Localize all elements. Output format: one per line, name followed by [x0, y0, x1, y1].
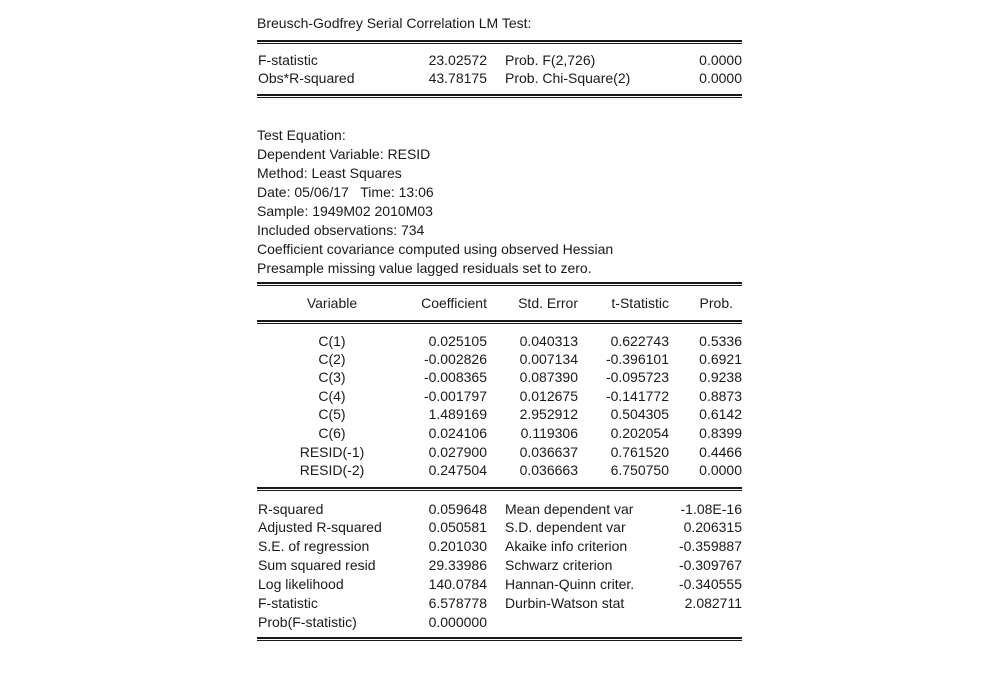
coefficient: -0.002826 [423, 351, 487, 367]
variable-name: C(6) [318, 425, 346, 441]
prob: 0.0000 [699, 462, 742, 478]
divider-double [257, 637, 742, 641]
stat-label: F-statistic [258, 595, 318, 611]
divider-double [257, 40, 742, 44]
coef-row [257, 368, 742, 387]
stat-label: Log likelihood [258, 576, 344, 592]
stat-label: Adjusted R-squared [258, 519, 382, 535]
coefficient: 0.247504 [428, 462, 487, 478]
std-error: 2.952912 [519, 406, 578, 422]
prob: 0.6921 [699, 351, 742, 367]
divider-double [257, 487, 742, 491]
stat-value: 6.578778 [428, 595, 487, 611]
divider-double [257, 320, 742, 324]
coefficient: 0.024106 [428, 425, 487, 441]
stat-value: 0.201030 [428, 538, 487, 554]
stat-label: Obs*R-squared [258, 70, 355, 86]
stat-label: S.E. of regression [258, 538, 370, 554]
stat-value: 140.0784 [428, 576, 487, 592]
summary-row [257, 500, 742, 519]
prob-label: Prob. F(2,726) [505, 52, 596, 68]
t-statistic: 0.622743 [610, 333, 669, 349]
prob: 0.4466 [699, 444, 742, 460]
variable-name: C(2) [318, 351, 346, 367]
coefficient: 0.025105 [428, 333, 487, 349]
std-error: 0.007134 [519, 351, 578, 367]
stat-value: 0.050581 [428, 519, 487, 535]
stat-label-right: Schwarz criterion [505, 557, 613, 573]
prob-value: 0.0000 [699, 70, 742, 86]
header-t-statistic: t-Statistic [611, 295, 669, 311]
coefficient: -0.008365 [423, 369, 487, 385]
variable-name: RESID(-1) [299, 444, 365, 460]
prob-value: 0.0000 [699, 52, 742, 68]
coef-row [257, 424, 742, 443]
covariance-note: Coefficient covariance computed using observed Hessian [257, 241, 614, 257]
divider-double [257, 94, 742, 98]
coef-row [257, 461, 742, 480]
stat-label: Prob(F-statistic) [258, 614, 357, 630]
coefficient: 0.027900 [428, 444, 487, 460]
stat-value-right: -0.340555 [678, 576, 742, 592]
stat-value: 29.33986 [428, 557, 487, 573]
header-std-error: Std. Error [518, 295, 578, 311]
stat-label: R-squared [258, 501, 324, 517]
stat-label-right: Durbin-Watson stat [505, 595, 625, 611]
summary-row [257, 594, 742, 613]
stat-label: F-statistic [258, 52, 318, 68]
coef-row [257, 443, 742, 462]
prob: 0.9238 [699, 369, 742, 385]
stat-label-right: Mean dependent var [505, 501, 634, 517]
prob-label: Prob. Chi-Square(2) [505, 70, 631, 86]
presample-note: Presample missing value lagged residuals set to zero. [257, 260, 592, 276]
t-statistic: 0.202054 [610, 425, 669, 441]
stat-value: 0.059648 [428, 501, 487, 517]
coef-row [257, 387, 742, 406]
std-error: 0.040313 [519, 333, 578, 349]
t-statistic: -0.095723 [605, 369, 669, 385]
coefficient: -0.001797 [423, 388, 487, 404]
lm-test-title: Breusch-Godfrey Serial Correlation LM Test: [257, 15, 532, 31]
test-equation-heading: Test Equation: [257, 127, 346, 143]
std-error: 0.119306 [520, 425, 578, 441]
t-statistic: 6.750750 [610, 462, 669, 478]
header-prob: Prob. [699, 295, 733, 311]
prob: 0.8873 [699, 388, 742, 404]
stat-value-right: -0.309767 [678, 557, 742, 573]
stat-value: 23.02572 [428, 52, 487, 68]
divider-double [257, 282, 742, 286]
stat-label-right: S.D. dependent var [505, 519, 626, 535]
stat-value: 0.000000 [428, 614, 487, 630]
variable-name: C(3) [318, 369, 346, 385]
variable-name: C(1) [318, 333, 346, 349]
coefficient: 1.489169 [428, 406, 487, 422]
std-error: 0.036663 [519, 462, 578, 478]
header-coefficient: Coefficient [421, 295, 487, 311]
variable-name: C(4) [318, 388, 346, 404]
sample-range: Sample: 1949M02 2010M03 [257, 203, 433, 219]
summary-row [257, 613, 742, 632]
header-variable: Variable [306, 295, 358, 311]
summary-row [257, 518, 742, 537]
coef-table-header [257, 294, 742, 313]
summary-row [257, 575, 742, 594]
std-error: 0.087390 [519, 369, 578, 385]
prob: 0.6142 [699, 406, 742, 422]
stat-label: Sum squared resid [258, 557, 376, 573]
std-error: 0.036637 [519, 444, 578, 460]
prob: 0.8399 [699, 425, 742, 441]
summary-row [257, 556, 742, 575]
stat-value: 43.78175 [428, 70, 487, 86]
t-statistic: -0.141772 [605, 388, 669, 404]
stat-value-right: -1.08E-16 [680, 501, 742, 517]
lm-test-row [257, 69, 742, 88]
std-error: 0.012675 [519, 388, 578, 404]
stat-value-right: 0.206315 [683, 519, 742, 535]
coef-row [257, 405, 742, 424]
t-statistic: -0.396101 [605, 351, 669, 367]
t-statistic: 0.504305 [610, 406, 669, 422]
stat-label-right: Akaike info criterion [505, 538, 628, 554]
dependent-variable: Dependent Variable: RESID [257, 146, 431, 162]
variable-name: RESID(-2) [299, 462, 365, 478]
coef-row [257, 332, 742, 351]
coef-row [257, 350, 742, 369]
prob: 0.5336 [699, 333, 742, 349]
included-observations: Included observations: 734 [257, 222, 425, 238]
stat-value-right: 2.082711 [684, 595, 742, 611]
method: Method: Least Squares [257, 165, 402, 181]
date-time: Date: 05/06/17 Time: 13:06 [257, 184, 434, 200]
stat-label-right: Hannan-Quinn criter. [505, 576, 635, 592]
summary-row [257, 537, 742, 556]
stat-value-right: -0.359887 [678, 538, 742, 554]
variable-name: C(5) [318, 406, 346, 422]
t-statistic: 0.761520 [610, 444, 669, 460]
lm-test-row [257, 51, 742, 70]
